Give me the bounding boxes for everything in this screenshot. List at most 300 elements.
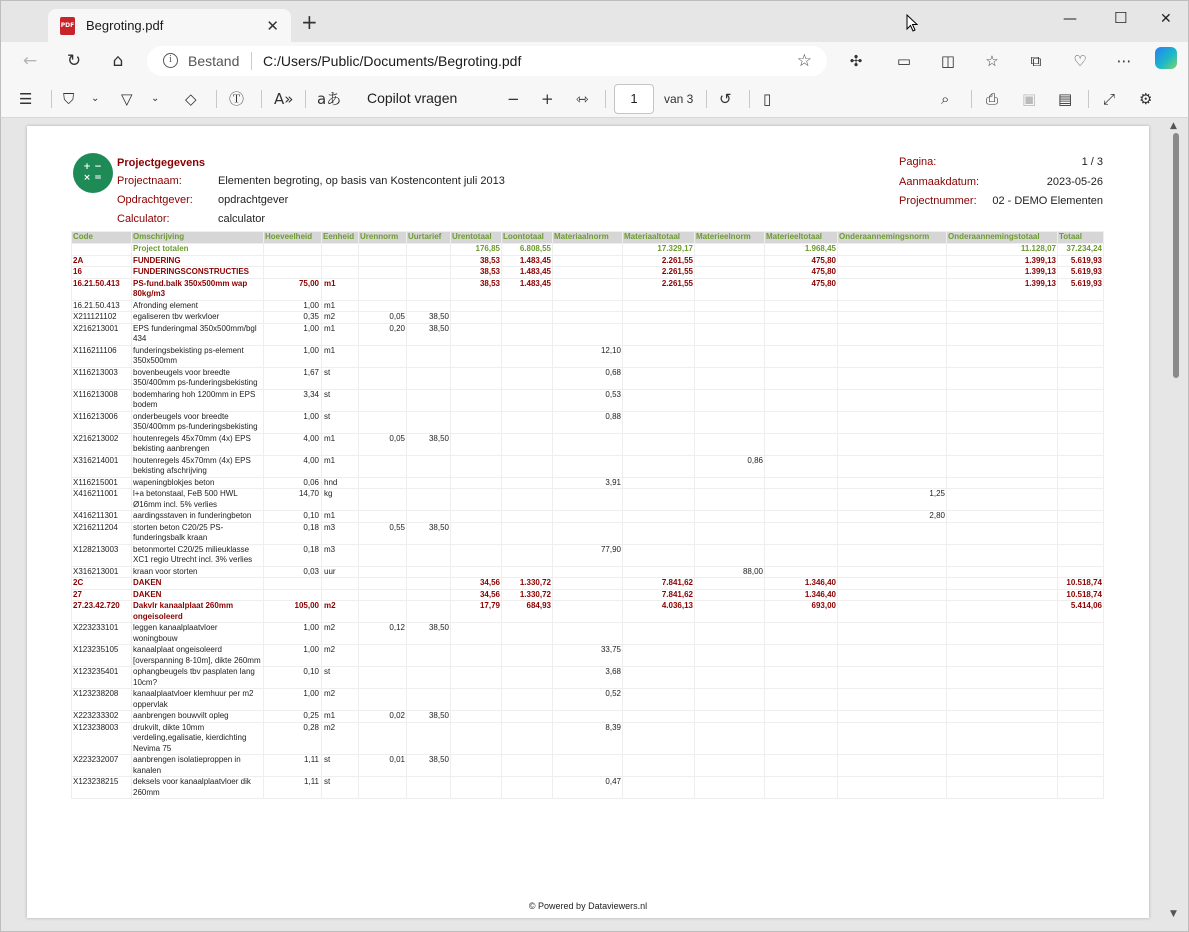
cell-material-total	[623, 455, 695, 477]
cell-material-norm	[553, 511, 623, 523]
cell-subcontract-total	[947, 601, 1058, 623]
scroll-down-arrow-icon[interactable]: ▼	[1170, 909, 1177, 919]
extensions-icon[interactable]: ✣	[849, 52, 863, 70]
cell-subcontract-norm	[838, 345, 947, 367]
close-tab-icon[interactable]: ✕	[266, 17, 279, 35]
page-count-label: van 3	[664, 92, 694, 106]
cell-subcontract-total: 1.399,13	[947, 278, 1058, 300]
cell-hour-norm: 0,05	[359, 312, 407, 324]
scrollbar-thumb[interactable]	[1173, 133, 1179, 378]
column-header-hours-total: Urentotaal	[451, 232, 502, 244]
split-screen-icon[interactable]: ◫	[940, 52, 956, 70]
cell-subcontract-total	[947, 389, 1058, 411]
cell-description: bodemharing hoh 1200mm in EPS bodem	[132, 389, 264, 411]
cell-equipment-total	[765, 323, 838, 345]
table-row	[72, 522, 1104, 544]
cell-subcontract-norm	[838, 477, 947, 489]
cell-code	[72, 244, 132, 256]
cell-quantity: 1,11	[264, 755, 322, 777]
refresh-button[interactable]: ↻	[66, 51, 82, 71]
print-icon[interactable]: ⎙	[986, 90, 999, 108]
cell-material-norm: 0,53	[553, 389, 623, 411]
cell-quantity: 0,06	[264, 477, 322, 489]
save-as-icon[interactable]: ▤	[1058, 90, 1073, 108]
cell-hour-norm: 0,01	[359, 755, 407, 777]
table-row	[72, 711, 1104, 723]
cell-hours-total: 38,53	[451, 255, 502, 267]
column-header-description: Omschrijving	[132, 232, 264, 244]
back-button[interactable]: ←	[22, 51, 38, 71]
cell-quantity: 4,00	[264, 455, 322, 477]
cell-code: 16.21.50.413	[72, 278, 132, 300]
cell-hours-total: 176,85	[451, 244, 502, 256]
cell-equipment-norm	[695, 489, 765, 511]
favorite-star-icon[interactable]: ☆	[796, 51, 812, 71]
cell-wage-total	[502, 777, 553, 799]
cell-subcontract-norm	[838, 667, 947, 689]
new-tab-button[interactable]: +	[301, 10, 318, 34]
cell-quantity: 1,00	[264, 623, 322, 645]
cell-code: X216213002	[72, 433, 132, 455]
cell-hours-total	[451, 667, 502, 689]
cell-total	[1058, 689, 1104, 711]
cell-subcontract-total	[947, 411, 1058, 433]
cell-hourly-rate: 38,50	[407, 623, 451, 645]
cell-equipment-total	[765, 477, 838, 489]
cell-hours-total	[451, 455, 502, 477]
page-value: 1 / 3	[1081, 156, 1103, 168]
fit-to-width-icon[interactable]: ⇿	[576, 90, 589, 108]
cell-equipment-total	[765, 433, 838, 455]
cell-total: 5.619,93	[1058, 255, 1104, 267]
cell-unit: hnd	[322, 477, 359, 489]
cell-subcontract-norm	[838, 278, 947, 300]
cell-subcontract-total	[947, 345, 1058, 367]
page-footer: © Powered by Dataviewers.nl	[528, 901, 648, 911]
cell-material-total	[623, 433, 695, 455]
cell-subcontract-total	[947, 433, 1058, 455]
cell-equipment-norm	[695, 433, 765, 455]
cell-hour-norm	[359, 566, 407, 578]
cell-quantity	[264, 244, 322, 256]
cell-subcontract-total	[947, 511, 1058, 523]
add-text-icon[interactable]: Ⓣ	[229, 90, 245, 108]
column-header-material-norm: Materiaalnorm	[553, 232, 623, 244]
favorites-icon[interactable]: ☆	[985, 52, 999, 70]
cell-hour-norm: 0,20	[359, 323, 407, 345]
project-name-value: Elementen begroting, op basis van Kostencontent juli 2013	[218, 175, 505, 187]
cell-hourly-rate: 38,50	[407, 755, 451, 777]
cell-hours-total: 38,53	[451, 267, 502, 279]
client-label: Opdrachtgever:	[117, 194, 193, 206]
page-view-icon[interactable]: ▯	[763, 90, 772, 108]
cell-material-norm	[553, 623, 623, 645]
cell-hourly-rate	[407, 278, 451, 300]
cell-equipment-norm	[695, 645, 765, 667]
ask-copilot-button[interactable]: Copilot vragen	[367, 90, 458, 106]
cell-code: X416211301	[72, 511, 132, 523]
cell-material-total	[623, 323, 695, 345]
cell-wage-total: 1.483,45	[502, 267, 553, 279]
cell-material-norm	[553, 300, 623, 312]
cell-material-norm: 0,88	[553, 411, 623, 433]
cell-hourly-rate	[407, 511, 451, 523]
table-row	[72, 455, 1104, 477]
zoom-out-icon[interactable]: −	[507, 90, 520, 108]
cell-total	[1058, 411, 1104, 433]
cell-hourly-rate: 38,50	[407, 711, 451, 723]
cell-code: X216213001	[72, 323, 132, 345]
cell-material-norm: 0,68	[553, 367, 623, 389]
tab-strip	[0, 0, 1189, 42]
address-prefix: Bestand	[188, 53, 240, 69]
cell-total: 37.234,24	[1058, 244, 1104, 256]
cell-equipment-norm	[695, 411, 765, 433]
cell-wage-total: 6.808,55	[502, 244, 553, 256]
calculator-value: calculator	[218, 213, 266, 225]
cell-subcontract-total	[947, 544, 1058, 566]
cell-material-norm	[553, 601, 623, 623]
cell-quantity: 0,10	[264, 511, 322, 523]
cell-total	[1058, 522, 1104, 544]
cell-hour-norm	[359, 722, 407, 755]
calculator-logo-icon: + − × =	[73, 153, 113, 193]
scroll-up-arrow-icon[interactable]: ▲	[1170, 121, 1177, 131]
cell-hours-total	[451, 367, 502, 389]
cell-equipment-norm	[695, 601, 765, 623]
cell-quantity: 1,00	[264, 689, 322, 711]
cell-material-norm	[553, 312, 623, 324]
cell-material-total	[623, 300, 695, 312]
group-row	[72, 578, 1104, 590]
cell-hour-norm	[359, 244, 407, 256]
cell-subcontract-norm	[838, 777, 947, 799]
cell-subcontract-total	[947, 489, 1058, 511]
cell-equipment-norm	[695, 589, 765, 601]
cell-description: FUNDERINGSCONSTRUCTIES	[132, 267, 264, 279]
cell-unit: m2	[322, 623, 359, 645]
cell-material-norm	[553, 489, 623, 511]
cell-material-total	[623, 755, 695, 777]
cell-subcontract-total	[947, 589, 1058, 601]
cell-material-total	[623, 345, 695, 367]
cell-hours-total	[451, 722, 502, 755]
cell-material-total	[623, 623, 695, 645]
cell-material-total: 2.261,55	[623, 278, 695, 300]
cell-equipment-total	[765, 345, 838, 367]
cell-equipment-norm	[695, 389, 765, 411]
cell-unit: m1	[322, 323, 359, 345]
toolbar-divider	[305, 90, 306, 108]
cell-total	[1058, 566, 1104, 578]
table-row	[72, 477, 1104, 489]
translate-icon[interactable]: aあ	[317, 90, 342, 108]
cell-hour-norm	[359, 601, 407, 623]
draw-icon[interactable]: ▽	[121, 90, 133, 108]
cell-code: X316213001	[72, 566, 132, 578]
cell-description: kanaalplaatvloer klemhuur per m2 oppervlak	[132, 689, 264, 711]
cell-material-norm: 77,90	[553, 544, 623, 566]
cell-wage-total: 1.330,72	[502, 578, 553, 590]
cell-equipment-total	[765, 522, 838, 544]
creation-date-label: Aanmaakdatum:	[899, 176, 980, 188]
cell-equipment-total	[765, 566, 838, 578]
cell-quantity: 1,67	[264, 367, 322, 389]
read-aloud-icon[interactable]: A»	[274, 90, 294, 108]
cell-quantity: 0,03	[264, 566, 322, 578]
project-number-label: Projectnummer:	[899, 195, 977, 207]
column-header-material-total: Materiaaltotaal	[623, 232, 695, 244]
pdf-viewer[interactable]	[0, 118, 1189, 932]
cell-hourly-rate	[407, 589, 451, 601]
cell-wage-total	[502, 511, 553, 523]
cell-unit: uur	[322, 566, 359, 578]
cell-code: X216211204	[72, 522, 132, 544]
maximize-button[interactable]: ☐	[1114, 9, 1128, 27]
cell-total	[1058, 667, 1104, 689]
cell-subcontract-total	[947, 711, 1058, 723]
cell-material-total	[623, 566, 695, 578]
cell-material-norm	[553, 566, 623, 578]
cell-subcontract-norm: 1,25	[838, 489, 947, 511]
cell-wage-total: 1.483,45	[502, 278, 553, 300]
rotate-icon[interactable]: ↺	[719, 90, 732, 108]
site-info-icon[interactable]: i	[163, 53, 178, 68]
cell-hours-total	[451, 689, 502, 711]
column-header-hour-norm: Urennorm	[359, 232, 407, 244]
cell-code: 2A	[72, 255, 132, 267]
cell-quantity: 0,18	[264, 544, 322, 566]
cell-material-norm	[553, 711, 623, 723]
cell-description: kanaalplaat ongeisoleerd [overspanning 8-10m], dikte 260mm	[132, 645, 264, 667]
cell-total	[1058, 711, 1104, 723]
cell-equipment-norm	[695, 578, 765, 590]
collections-icon[interactable]: ⧉	[1030, 52, 1042, 70]
tab-title: Begroting.pdf	[86, 18, 164, 33]
cell-unit: m2	[322, 312, 359, 324]
cell-code: 27	[72, 589, 132, 601]
cell-wage-total	[502, 455, 553, 477]
cell-hourly-rate: 38,50	[407, 522, 451, 544]
cell-hour-norm	[359, 267, 407, 279]
cell-unit	[322, 255, 359, 267]
cell-hour-norm	[359, 544, 407, 566]
home-button[interactable]: ⌂	[112, 51, 124, 71]
cell-unit: m1	[322, 278, 359, 300]
browser-essentials-icon[interactable]: ♡	[1073, 52, 1087, 70]
cell-hour-norm: 0,12	[359, 623, 407, 645]
cell-hour-norm: 0,55	[359, 522, 407, 544]
cell-wage-total	[502, 689, 553, 711]
cell-equipment-total	[765, 312, 838, 324]
cell-subcontract-norm	[838, 589, 947, 601]
tab-begroting[interactable]	[48, 9, 291, 43]
fullscreen-icon[interactable]: ⤢	[1103, 90, 1116, 108]
cell-wage-total: 684,93	[502, 601, 553, 623]
cell-code: X223233101	[72, 623, 132, 645]
cell-hour-norm	[359, 477, 407, 489]
close-window-button[interactable]: ✕	[1160, 11, 1172, 27]
search-icon[interactable]: ⌕	[941, 90, 950, 108]
toolbar-divider	[51, 90, 52, 108]
cell-quantity: 3,34	[264, 389, 322, 411]
cell-wage-total	[502, 544, 553, 566]
cell-subcontract-total	[947, 689, 1058, 711]
cell-hours-total	[451, 489, 502, 511]
cell-total: 10.518,74	[1058, 589, 1104, 601]
cell-material-norm	[553, 244, 623, 256]
cell-total	[1058, 433, 1104, 455]
page-number-input[interactable]: 1	[614, 84, 654, 114]
cell-description: houtenregels 45x70mm (4x) EPS bekisting afschrijving	[132, 455, 264, 477]
cell-hourly-rate	[407, 566, 451, 578]
cell-wage-total	[502, 477, 553, 489]
cell-equipment-total: 693,00	[765, 601, 838, 623]
cell-material-norm: 3,68	[553, 667, 623, 689]
cell-hourly-rate	[407, 645, 451, 667]
cell-subcontract-norm	[838, 433, 947, 455]
cell-hours-total	[451, 755, 502, 777]
cell-total	[1058, 645, 1104, 667]
report-title: Projectgegevens	[117, 157, 206, 169]
cell-hours-total	[451, 566, 502, 578]
address-bar[interactable]	[147, 46, 827, 76]
cell-total	[1058, 544, 1104, 566]
cell-material-total	[623, 389, 695, 411]
cell-unit: st	[322, 667, 359, 689]
cell-material-total	[623, 667, 695, 689]
cell-quantity: 4,00	[264, 433, 322, 455]
cell-description: PS-fund.balk 350x500mm wap 80kg/m3	[132, 278, 264, 300]
cell-equipment-norm	[695, 345, 765, 367]
cell-description: Dakvlr kanaalplaat 260mm ongeisoleerd	[132, 601, 264, 623]
cell-total	[1058, 312, 1104, 324]
eraser-icon[interactable]: ◇	[185, 90, 197, 108]
column-header-unit: Eenheid	[322, 232, 359, 244]
cell-equipment-total	[765, 667, 838, 689]
cell-material-norm: 8,39	[553, 722, 623, 755]
cell-unit: st	[322, 411, 359, 433]
more-options-icon[interactable]: ⋯	[1116, 52, 1132, 70]
cell-quantity: 0,25	[264, 711, 322, 723]
copilot-icon[interactable]	[1155, 47, 1177, 69]
cell-material-norm	[553, 267, 623, 279]
draw-dropdown-icon[interactable]: ⌄	[151, 93, 160, 104]
cell-code: X123235105	[72, 645, 132, 667]
table-header-row	[72, 232, 1104, 244]
cell-wage-total	[502, 367, 553, 389]
cell-subcontract-total: 11.128,07	[947, 244, 1058, 256]
cell-description: kraan voor storten	[132, 566, 264, 578]
cell-subcontract-norm	[838, 601, 947, 623]
cell-description: Project totalen	[132, 244, 264, 256]
cell-unit: m3	[322, 522, 359, 544]
cell-hours-total	[451, 300, 502, 312]
toolbar-divider	[706, 90, 707, 108]
cell-subcontract-norm	[838, 544, 947, 566]
cell-material-total	[623, 489, 695, 511]
cell-equipment-total	[765, 722, 838, 755]
cell-equipment-norm	[695, 689, 765, 711]
cell-description: egaliseren tbv werkvloer	[132, 312, 264, 324]
cell-subcontract-norm	[838, 711, 947, 723]
cell-equipment-norm	[695, 544, 765, 566]
table-row	[72, 623, 1104, 645]
cell-material-total: 2.261,55	[623, 255, 695, 267]
cell-hour-norm	[359, 689, 407, 711]
pdf-page	[27, 126, 1149, 918]
cell-subcontract-norm	[838, 645, 947, 667]
cell-code: X123238215	[72, 777, 132, 799]
address-toolbar	[0, 42, 1189, 80]
cell-hours-total	[451, 433, 502, 455]
cell-equipment-norm	[695, 267, 765, 279]
toolbar-divider	[605, 90, 606, 108]
cast-icon[interactable]: ▭	[896, 52, 912, 70]
mouse-cursor-icon	[906, 14, 918, 32]
cell-hours-total	[451, 411, 502, 433]
cell-subcontract-norm: 2,80	[838, 511, 947, 523]
cell-hourly-rate	[407, 367, 451, 389]
cell-code: 16.21.50.413	[72, 300, 132, 312]
column-header-hourly-rate: Uurtarief	[407, 232, 451, 244]
cell-equipment-norm	[695, 278, 765, 300]
zoom-in-icon[interactable]: +	[541, 90, 554, 108]
save-icon[interactable]: ▣	[1022, 90, 1037, 108]
cell-material-total	[623, 645, 695, 667]
table-of-contents-icon[interactable]: ☰	[19, 90, 33, 108]
cell-equipment-total	[765, 389, 838, 411]
cell-hours-total	[451, 544, 502, 566]
cell-material-total	[623, 777, 695, 799]
cell-material-total	[623, 722, 695, 755]
cell-unit: m2	[322, 722, 359, 755]
project-name-label: Projectnaam:	[117, 175, 182, 187]
cell-equipment-total	[765, 689, 838, 711]
cell-subcontract-norm	[838, 566, 947, 578]
cell-total	[1058, 477, 1104, 489]
minimize-button[interactable]: —	[1063, 11, 1077, 27]
cell-equipment-total	[765, 411, 838, 433]
settings-gear-icon[interactable]: ⚙	[1139, 90, 1153, 108]
cell-quantity	[264, 267, 322, 279]
cell-hours-total: 17,79	[451, 601, 502, 623]
cell-material-total	[623, 367, 695, 389]
cell-total: 10.518,74	[1058, 578, 1104, 590]
cell-hourly-rate	[407, 489, 451, 511]
address-url[interactable]: C:/Users/Public/Documents/Begroting.pdf	[263, 53, 522, 69]
cell-hourly-rate: 38,50	[407, 323, 451, 345]
cell-equipment-total: 475,80	[765, 278, 838, 300]
cell-total	[1058, 389, 1104, 411]
cell-hourly-rate	[407, 601, 451, 623]
cell-wage-total	[502, 345, 553, 367]
cell-hour-norm	[359, 511, 407, 523]
cell-hours-total	[451, 777, 502, 799]
cell-description: Afronding element	[132, 300, 264, 312]
cell-hour-norm	[359, 645, 407, 667]
cell-wage-total	[502, 566, 553, 578]
highlight-dropdown-icon[interactable]: ⌄	[91, 93, 100, 104]
cell-code: X123238208	[72, 689, 132, 711]
highlight-icon[interactable]: ⛉	[63, 90, 75, 108]
cell-description: funderingsbekisting ps-element 350x500mm	[132, 345, 264, 367]
cell-material-total	[623, 511, 695, 523]
cell-hours-total	[451, 389, 502, 411]
cell-material-norm: 33,75	[553, 645, 623, 667]
cell-description: betonmortel C20/25 milieuklasse XC1 regio Utrecht incl. 3% verlies	[132, 544, 264, 566]
cell-hours-total	[451, 711, 502, 723]
